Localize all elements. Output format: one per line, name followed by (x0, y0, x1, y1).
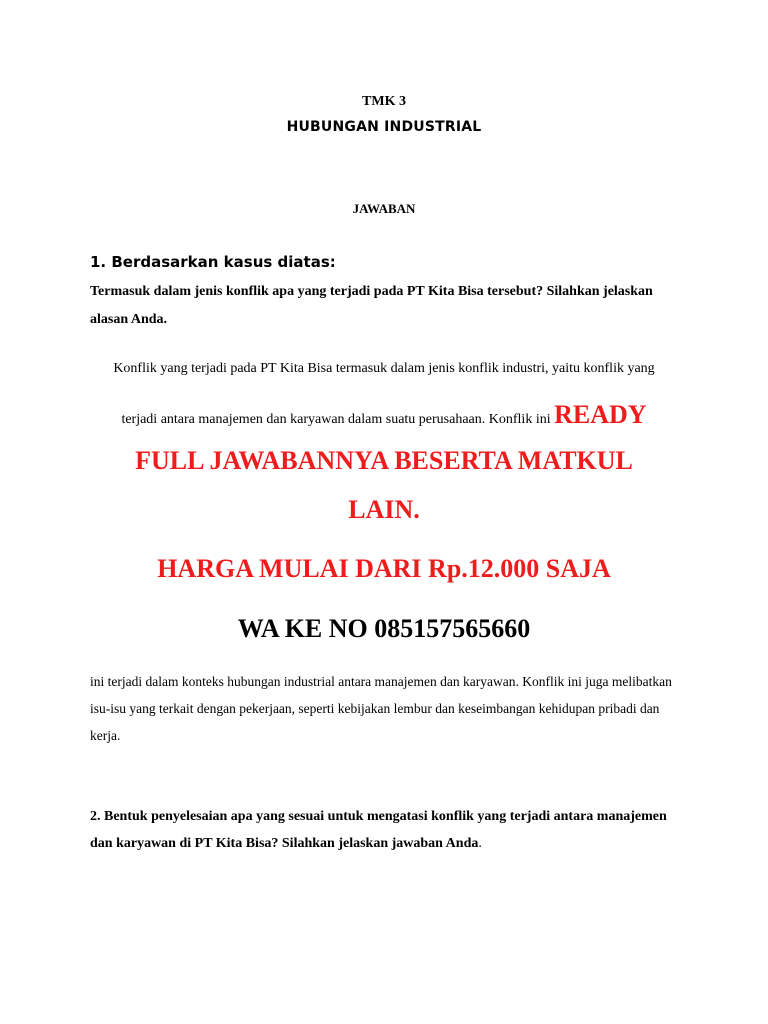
question-2-tail: . (478, 836, 482, 851)
question-1-heading: 1. Berdasarkan kasus diatas: (90, 253, 336, 271)
answer-1-line-2-text: terjadi antara manajemen dan karyawan dalam suatu perusahaan. Konflik ini (121, 412, 555, 427)
answer-1-continuation: ini terjadi dalam konteks hubungan industrial antara manajemen dan karyawan. Konflik ini juga melibatkan isu-isu yang terkait dengan pekerjaan, seperti kebijakan lembur dan keseimbangan kehidupan pribadi dan kerja. (90, 674, 672, 743)
promo-line-1: FULL JAWABANNYA BESERTA MATKUL (135, 446, 633, 475)
question-2-body: 2. Bentuk penyelesaian apa yang sesuai untuk mengatasi konflik yang terjadi antara manajemen dan karyawan di PT Kita Bisa? Silahkan jelaskan jawaban Anda (90, 809, 667, 851)
document-code: TMK 3 (362, 94, 406, 109)
promo-ready-text: READY (554, 400, 647, 429)
promo-contact: WA KE NO 085157565660 (237, 614, 531, 643)
promo-line-2: LAIN. (348, 495, 420, 524)
document-title: HUBUNGAN INDUSTRIAL (286, 119, 482, 135)
answer-1-line-1: Konflik yang terjadi pada PT Kita Bisa termasuk dalam jenis konflik industri, yaitu konflik yang (113, 361, 655, 376)
question-1-text: Termasuk dalam jenis konflik apa yang terjadi pada PT Kita Bisa tersebut? Silahkan jelaskan alasan Anda. (90, 284, 653, 327)
answer-heading: JAWABAN (352, 201, 416, 216)
question-2-text (90, 803, 690, 857)
promo-price: HARGA MULAI DARI Rp.12.000 SAJA (157, 554, 611, 583)
answer-1-line-2 (0, 398, 768, 437)
